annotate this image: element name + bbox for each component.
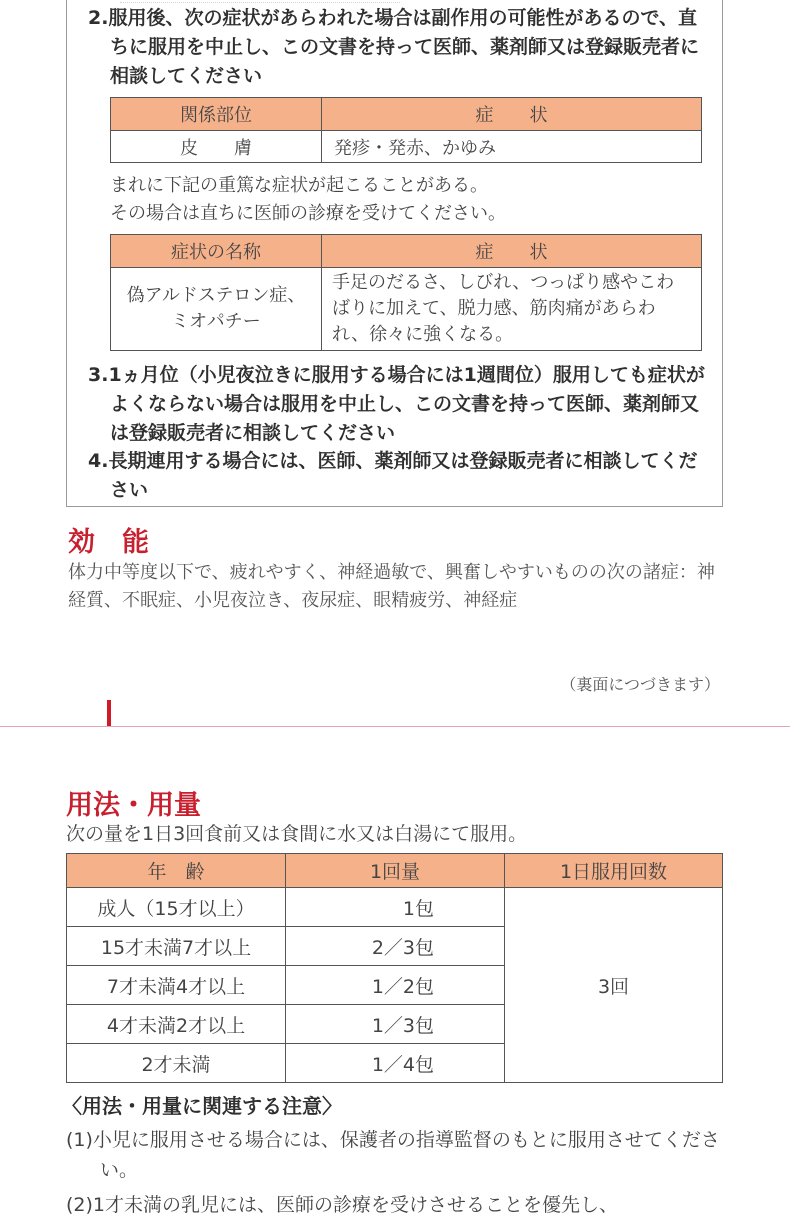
- side-effect-header-symptom: 症 状: [322, 98, 702, 131]
- dosage-amount-cell: 1／3包: [286, 1005, 505, 1044]
- side-effect-symptom-cell: 発疹・発赤、かゆみ: [322, 131, 702, 163]
- precaution-item-1: [66, 1125, 726, 1185]
- dosage-age-cell: 15才未満7才以上: [67, 927, 286, 966]
- dosage-age-cell: 4才未満2才以上: [67, 1005, 286, 1044]
- rare-note-line-1: まれに下記の重篤な症状が起こることがある。: [110, 175, 488, 196]
- page-divider: [0, 726, 790, 727]
- precaution-item-2-text: (2)1才未満の乳児には、医師の診療を受けさせることを優先し、: [66, 1194, 619, 1216]
- warning-item-2: [88, 4, 713, 91]
- side-effect-header-part: 関係部位: [111, 98, 322, 131]
- dosage-amount-cell: 1／2包: [286, 966, 505, 1005]
- side-effect-part-cell: 皮 膚: [111, 131, 322, 163]
- dosage-intro: 次の量を1日3回食前又は食間に水又は白湯にて服用。: [66, 823, 528, 845]
- dosage-daily-cell: 3回: [505, 888, 723, 1083]
- dosage-age-cell: 2才未満: [67, 1044, 286, 1083]
- dosage-age-cell: 成人（15才以上）: [67, 888, 286, 927]
- dosage-table: [66, 853, 723, 1083]
- warning-item-3: [88, 361, 713, 448]
- page-marker: [107, 700, 111, 726]
- serious-symptom-table: [110, 234, 702, 351]
- dosage-header-amount: 1回量: [286, 854, 505, 888]
- precaution-item-1-text: (1)小児に服用させる場合には、保護者の指導監督のもとに服用させてください。: [66, 1129, 720, 1181]
- rare-note: [110, 172, 710, 228]
- warning-item-3-text: 3.1ヵ月位（小児夜泣きに服用する場合には1週間位）服用しても症状がよくならない場合は服用を中止し、この文書を持って医師、薬剤師又は登録販売者に相談してください: [88, 364, 705, 444]
- serious-name-cell: 偽アルドステロン症、ミオパチー: [111, 268, 322, 351]
- dosage-title: 用法・用量: [66, 790, 201, 821]
- side-effect-table: [110, 97, 702, 163]
- dosage-amount-cell: 1包: [286, 888, 505, 927]
- serious-header-name: 症状の名称: [111, 235, 322, 268]
- continued-note: （裏面につづきます）: [560, 675, 720, 694]
- cut-off-line: [120, 0, 400, 3]
- warning-item-4-text: 4.長期連用する場合には、医師、薬剤師又は登録販売者に相談してください: [88, 450, 698, 501]
- efficacy-title: 効 能: [68, 527, 149, 558]
- precaution-item-2: [66, 1190, 726, 1220]
- table-row: [67, 888, 723, 927]
- dosage-age-cell: 7才未満4才以上: [67, 966, 286, 1005]
- serious-symptom-cell: 手足のだるさ、しびれ、つっぱり感やこわばりに加えて、脱力感、筋肉痛があらわれ、徐々に強くなる。: [322, 268, 702, 351]
- dosage-amount-cell: 1／4包: [286, 1044, 505, 1083]
- warning-item-2-text: 2.服用後、次の症状があらわれた場合は副作用の可能性があるので、直ちに服用を中止し、この文書を持って医師、薬剤師又は登録販売者に相談してください: [88, 7, 700, 87]
- efficacy-text: 体力中等度以下で、疲れやすく、神経過敏で、興奮しやすいものの次の諸症：神経質、不眠症、小児夜泣き、夜尿症、眼精疲労、神経症: [68, 562, 715, 611]
- serious-header-symptom: 症 状: [322, 235, 702, 268]
- dosage-header-age: 年 齢: [67, 854, 286, 888]
- precautions-title: 〈用法・用量に関連する注意〉: [62, 1094, 342, 1118]
- dosage-header-daily: 1日服用回数: [505, 854, 723, 888]
- warning-item-4: [88, 447, 713, 505]
- rare-note-line-2: その場合は直ちに医師の診療を受けてください。: [110, 203, 506, 224]
- dosage-amount-cell: 2／3包: [286, 927, 505, 966]
